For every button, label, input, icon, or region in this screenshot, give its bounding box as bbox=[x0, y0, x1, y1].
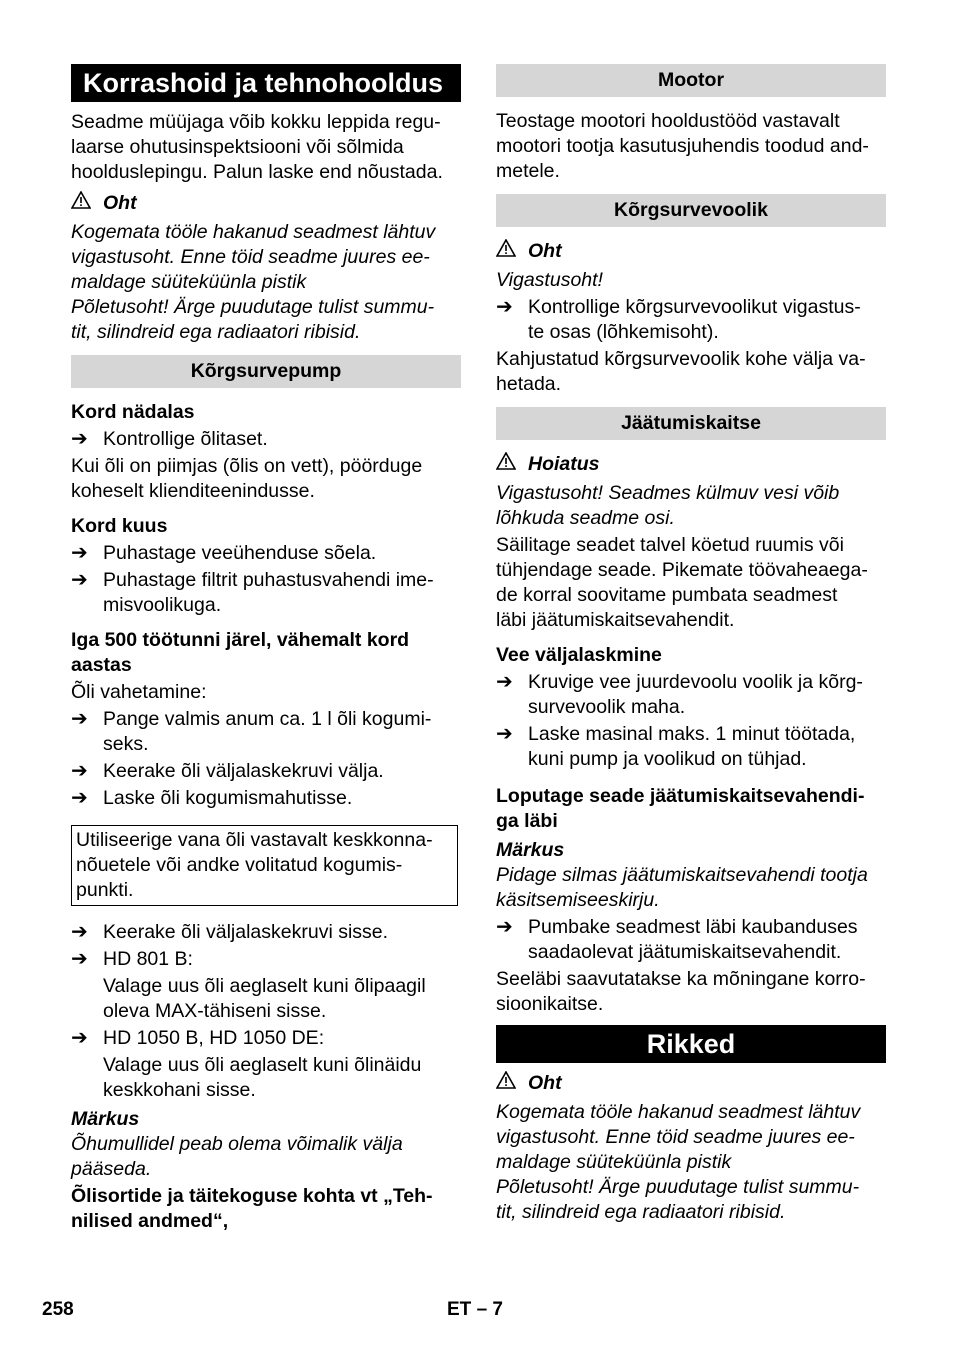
list-item: ➔ Laske õli kogumismahutisse. bbox=[71, 787, 353, 809]
list-item: ➔ Keerake õli väljalaskekruvi välja. bbox=[71, 760, 384, 782]
danger-label: Oht bbox=[496, 1071, 886, 1096]
list-item: ➔ HD 1050 B, HD 1050 DE: bbox=[71, 1027, 325, 1049]
environment-notice-box: Utiliseerige vana õli vastavalt keskkonna- nõuetele või andke volitatud kogumis- punkti. bbox=[71, 825, 458, 906]
subheading-monthly: Kord kuus bbox=[71, 515, 168, 537]
right-column bbox=[496, 64, 886, 1227]
note-label: Märkus bbox=[71, 1108, 140, 1130]
warning-triangle-icon bbox=[496, 239, 518, 264]
hd801-text: Valage uus õli aeglaselt kuni õlipaagil oleva MAX-tähiseni sisse. bbox=[103, 975, 426, 1022]
arrow-right-icon: ➔ bbox=[496, 296, 513, 318]
language-page-ref: ET – 7 bbox=[447, 1299, 503, 1320]
section-title-faults: Rikked bbox=[496, 1025, 886, 1063]
arrow-right-icon: ➔ bbox=[71, 542, 88, 564]
arrow-right-icon: ➔ bbox=[71, 569, 88, 591]
arrow-right-icon: ➔ bbox=[71, 428, 88, 450]
weekly-text: Kui õli on piimjas (õlis on vett), pöörduge koheselt klienditeenindusse. bbox=[71, 455, 423, 502]
arrow-right-icon: ➔ bbox=[71, 760, 88, 782]
arrow-right-icon: ➔ bbox=[71, 948, 88, 970]
arrow-right-icon: ➔ bbox=[71, 708, 88, 730]
arrow-right-icon: ➔ bbox=[496, 916, 513, 938]
list-item: ➔ Kruvige vee juurdevoolu voolik ja kõrg- survevoolik maha. bbox=[496, 671, 863, 718]
list-item: ➔ Keerake õli väljalaskekruvi sisse. bbox=[71, 921, 389, 943]
section-title-maintenance: Korrashoid ja tehnohooldus bbox=[71, 64, 461, 102]
list-item: ➔ Laske masinal maks. 1 minut töötada, kuni pump ja voolikud on tühjad. bbox=[496, 723, 856, 770]
list-item: ➔ Pumbake seadmest läbi kaubanduses saadaolevat jäätumiskaitsevahendit. bbox=[496, 916, 858, 963]
list-item: ➔ Puhastage filtrit puhastusvahendi ime- misvoolikuga. bbox=[71, 569, 434, 616]
frost-text: Säilitage seadet talvel köetud ruumis või tühjendage seade. Pikemate töövaheaega- de korral soovitame pumbata seadmest läbi jäätumiskaitsevahendit. bbox=[496, 534, 868, 631]
subheading-500-hours: Iga 500 töötunni järel, vähemalt kord aastas bbox=[71, 629, 410, 676]
warning-triangle-icon bbox=[71, 191, 93, 216]
list-item: ➔ Kontrollige õlitaset. bbox=[71, 428, 268, 450]
intro-text: Seadme müüjaga võib kokku leppida regu- laarse ohutusinspektsiooni või sõlmida hoolduslepingu. Palun laske end nõustada. bbox=[71, 111, 443, 183]
danger-label: Oht bbox=[496, 239, 886, 264]
list-item: ➔ Puhastage veeühenduse sõela. bbox=[71, 542, 377, 564]
danger-label: Oht bbox=[71, 191, 461, 216]
arrow-right-icon: ➔ bbox=[71, 921, 88, 943]
hose-warning-text: Vigastusoht! bbox=[496, 269, 603, 291]
oil-change-text: Õli vahetamine: bbox=[71, 681, 207, 703]
danger-text: Kogemata tööle hakanud seadmest lähtuv vigastusoht. Enne töid seadme juures ee- maldage süüteküünla pistik Põletusoht! Ärge puudutage tulist summu- tit, silindreid ega radiaatori ribisid. bbox=[71, 221, 436, 343]
section-heading-motor: Mootor bbox=[496, 64, 886, 97]
section-heading-hose: Kõrgsurvevoolik bbox=[496, 194, 886, 227]
section-heading-pump: Kõrgsurvepump bbox=[71, 355, 461, 388]
faults-danger-text: Kogemata tööle hakanud seadmest lähtuv vigastusoht. Enne töid seadme juures ee- maldage süüteküünla pistik Põletusoht! Ärge puudutage tulist summu- tit, silindreid ega radiaatori ribisid. bbox=[496, 1101, 861, 1223]
list-item: ➔ HD 801 B: bbox=[71, 948, 193, 970]
subheading-drain: Vee väljalaskmine bbox=[496, 644, 662, 666]
left-column bbox=[71, 64, 461, 1234]
frost-warning-text: Vigastusoht! Seadmes külmuv vesi võib lõhkuda seadme osi. bbox=[496, 482, 840, 529]
arrow-right-icon: ➔ bbox=[496, 723, 513, 745]
warning-triangle-icon bbox=[496, 452, 518, 477]
section-heading-frost: Jäätumiskaitse bbox=[496, 407, 886, 440]
arrow-right-icon: ➔ bbox=[71, 1027, 88, 1049]
hose-text: Kahjustatud kõrgsurvevoolik kohe välja va- hetada. bbox=[496, 348, 866, 395]
motor-text: Teostage mootori hooldustööd vastavalt mootori tootja kasutusjuhendis toodud and- metele. bbox=[496, 110, 869, 182]
caution-label: Hoiatus bbox=[496, 452, 886, 477]
corrosion-text: Seeläbi saavutatakse ka mõningane korro- sioonikaitse. bbox=[496, 968, 866, 1015]
note-text: Õhumullidel peab olema võimalik välja pääseda. bbox=[71, 1133, 403, 1180]
subheading-weekly: Kord nädalas bbox=[71, 401, 195, 423]
list-item: ➔ Kontrollige kõrgsurvevoolikut vigastus- te osas (lõhkemisoht). bbox=[496, 296, 861, 343]
oil-reference: Õlisortide ja täitekoguse kohta vt „Teh- nilised andmed“, bbox=[71, 1185, 433, 1232]
hd1050-text: Valage uus õli aeglaselt kuni õlinäidu keskkohani sisse. bbox=[103, 1054, 422, 1101]
frost-note-text: Pidage silmas jäätumiskaitsevahendi tootja käsitsemiseeskirju. bbox=[496, 864, 868, 911]
arrow-right-icon: ➔ bbox=[496, 671, 513, 693]
subheading-flush: Loputage seade jäätumiskaitsevahendi- ga läbi bbox=[496, 785, 865, 832]
arrow-right-icon: ➔ bbox=[71, 787, 88, 809]
page-number: 258 bbox=[42, 1299, 74, 1320]
warning-triangle-icon bbox=[496, 1071, 518, 1096]
note-label: Märkus bbox=[496, 839, 565, 861]
list-item: ➔ Pange valmis anum ca. 1 l õli kogumi- seks. bbox=[71, 708, 432, 755]
